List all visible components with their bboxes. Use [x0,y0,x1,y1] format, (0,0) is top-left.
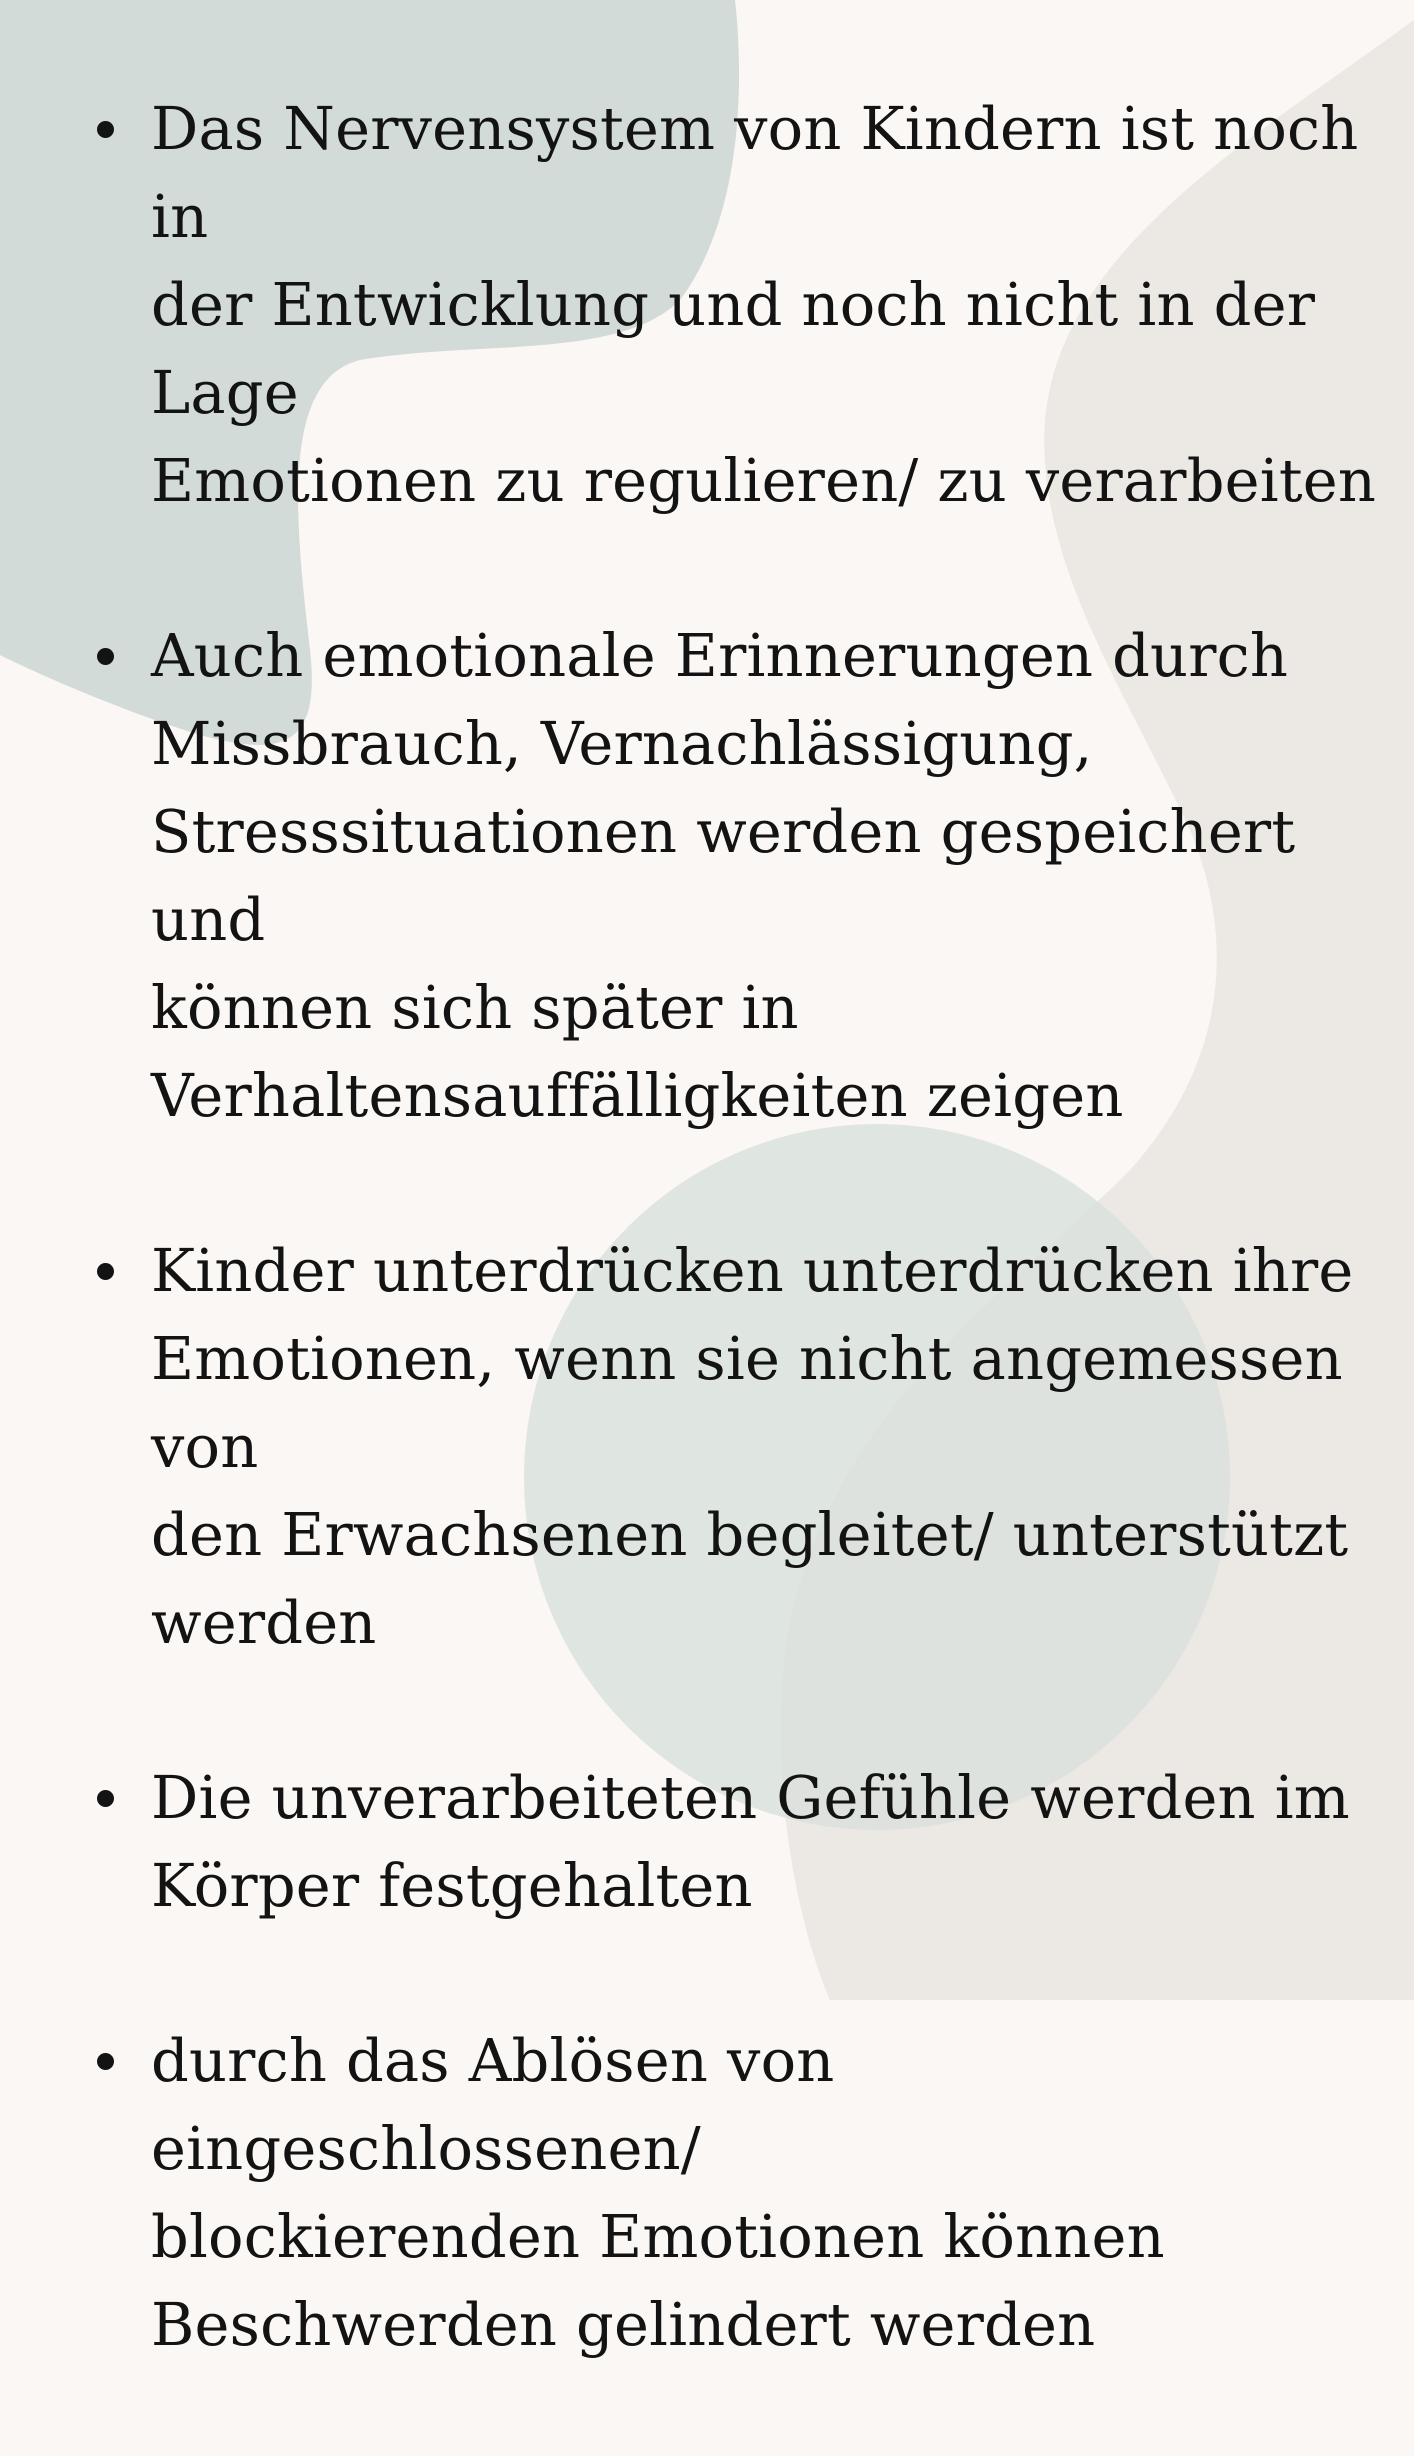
bullet-text: durch das Ablösen von eingeschlossenen/ blockierenden Emotionen können Beschwerden gelindert werden [151,2026,1165,2359]
bullet-item [90,2017,1390,2369]
bullet-item [90,1754,1390,1930]
bullet-text: Kinder unterdrücken unterdrücken ihre Emotionen, wenn sie nicht angemessen von den Erwachsenen begleitet/ unterstützt werden [151,1236,1354,1657]
bullet-dot-icon [97,1790,114,1807]
bullet-dot-icon [97,1263,114,1280]
bullet-item [90,612,1390,1140]
bullet-text: Das Nervensystem von Kindern ist noch in der Entwicklung und noch nicht in der Lage Emotionen zu regulieren/ zu verarbeiten [151,94,1377,515]
bullet-dot-icon [97,648,114,665]
bullet-item [90,1227,1390,1667]
bullet-list [90,85,1390,2456]
bullet-dot-icon [97,2053,114,2070]
bullet-item [90,85,1390,525]
bullet-dot-icon [97,121,114,138]
bullet-text: Auch emotionale Erinnerungen durch Missbrauch, Vernachlässigung, Stresssituationen werden gespeichert und können sich später in Verhaltensauffälligkeiten zeigen [151,621,1296,1130]
bullet-text: Die unverarbeiteten Gefühle werden im Körper festgehalten [151,1763,1350,1920]
